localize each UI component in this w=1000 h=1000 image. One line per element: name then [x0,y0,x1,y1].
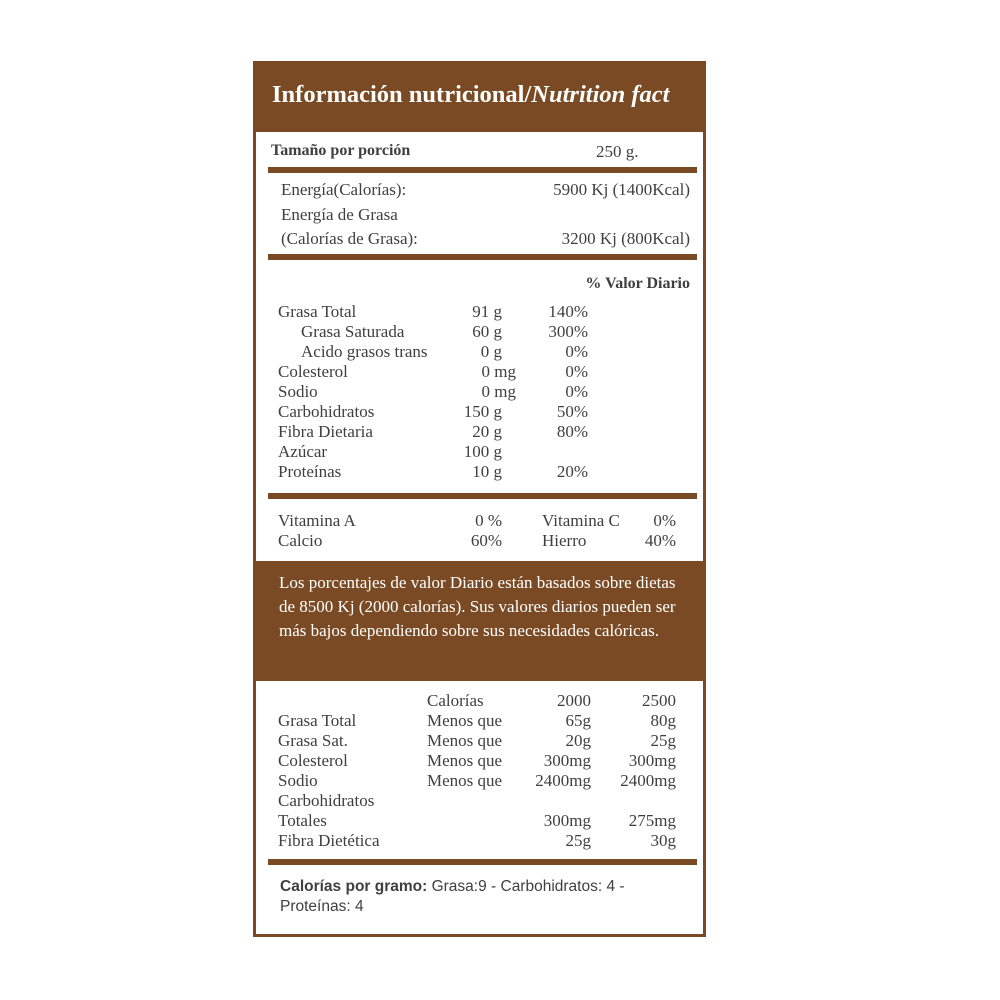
nutrient-amount: 150 g [463,402,502,421]
ref-row-name: Fibra Dietética [278,831,380,850]
nutrient-amount: 0 g [480,342,502,361]
divider [268,167,697,173]
serving-size-label: Tamaño por porción [271,142,411,159]
ref-row-name: Sodio [278,771,318,790]
nutrient-dv: 50% [556,402,588,421]
ref-row-name: Totales [278,811,327,830]
title-english: Nutrition fact [531,81,670,108]
title-spanish: Información nutricional/ [272,81,532,108]
vitamin-name: Hierro [542,531,587,550]
ref-header-col1: 2000 [557,691,591,710]
nutrient-amount: 0 mg [481,382,516,401]
divider [268,859,697,865]
nutrient-name: Grasa Saturada [301,322,405,341]
nutrient-name: Grasa Total [278,302,357,321]
calories-per-gram [280,877,690,917]
nutrient-name: Acido grasos trans [301,342,428,361]
nutrient-amount: 10 g [472,462,502,481]
nutrient-dv: 140% [548,302,588,321]
nutrition-label [253,61,706,937]
vitamin-name: Calcio [278,531,323,550]
ref-row-col1: 25g [565,831,591,850]
ref-row-qualifier: Menos que [427,731,503,750]
nutrient-name: Proteínas [278,462,342,481]
ref-row-col2: 80g [650,711,676,730]
nutrient-amount: 60 g [472,322,502,341]
nutrient-dv: 300% [548,322,588,341]
ref-row-name: Carbohidratos [278,791,375,810]
vitamin-value: 60% [470,531,502,550]
nutrient-dv: 80% [556,422,588,441]
nutrient-amount: 91 g [472,302,502,321]
nutrient-amount: 20 g [472,422,502,441]
ref-row-col2: 30g [650,831,676,850]
vitamin-name: Vitamina A [278,511,356,530]
divider [268,254,697,260]
nutrient-dv: 20% [556,462,588,481]
calories-per-gram-text: Grasa:9 - Carbohidratos: 4 - Proteínas: 4 [280,878,625,915]
ref-row-col2: 25g [650,731,676,750]
nutrient-dv: 0% [565,362,588,381]
ref-row-qualifier: Menos que [427,751,503,770]
ref-row-qualifier: Menos que [427,711,503,730]
nutrient-name: Fibra Dietaria [278,422,373,441]
ref-row-col1: 2400mg [535,771,591,790]
ref-header-label: Calorías [427,691,484,710]
daily-value-header: % Valor Diario [585,275,690,292]
ref-row-col2: 2400mg [620,771,676,790]
daily-value-note-text: Los porcentajes de valor Diario están basados sobre dietas de 8500 Kj (2000 calorías). Sus valores diarios pueden ser más bajos dependiendo sobre sus necesidades calóricas. [279,573,676,640]
nutrient-name: Azúcar [278,442,328,461]
fat-energy-label-1: Energía de Grasa [281,205,398,224]
label-title [272,81,669,109]
ref-row-name: Grasa Sat. [278,731,348,750]
nutrient-name: Carbohidratos [278,402,375,421]
ref-row-col2: 275mg [628,811,676,830]
vitamin-value: 40% [644,531,676,550]
nutrient-amount: 100 g [463,442,502,461]
fat-energy-value: 3200 Kj (800Kcal) [561,229,690,248]
nutrient-name: Sodio [278,382,318,401]
daily-value-note [256,561,703,681]
ref-row-qualifier: Menos que [427,771,503,790]
nutrient-dv: 0% [565,342,588,361]
energy-value: 5900 Kj (1400Kcal) [553,180,690,199]
vitamin-name: Vitamina C [542,511,620,530]
nutrient-amount: 0 mg [481,362,516,381]
ref-row-name: Colesterol [278,751,348,770]
ref-row-col1: 20g [565,731,591,750]
calories-per-gram-label: Calorías por gramo: [280,878,428,895]
ref-row-col1: 300mg [543,811,591,830]
label-header [256,64,703,132]
fat-energy-label-2: (Calorías de Grasa): [281,229,418,248]
energy-label: Energía(Calorías): [281,180,407,199]
nutrient-name: Colesterol [278,362,348,381]
ref-row-col2: 300mg [628,751,676,770]
ref-header-col2: 2500 [642,691,676,710]
ref-row-name: Grasa Total [278,711,357,730]
ref-row-col1: 300mg [543,751,591,770]
vitamin-value: 0% [653,511,676,530]
divider [268,493,697,499]
vitamin-value: 0 % [475,511,502,530]
ref-row-col1: 65g [565,711,591,730]
serving-size-value: 250 g. [596,142,639,161]
nutrient-dv: 0% [565,382,588,401]
